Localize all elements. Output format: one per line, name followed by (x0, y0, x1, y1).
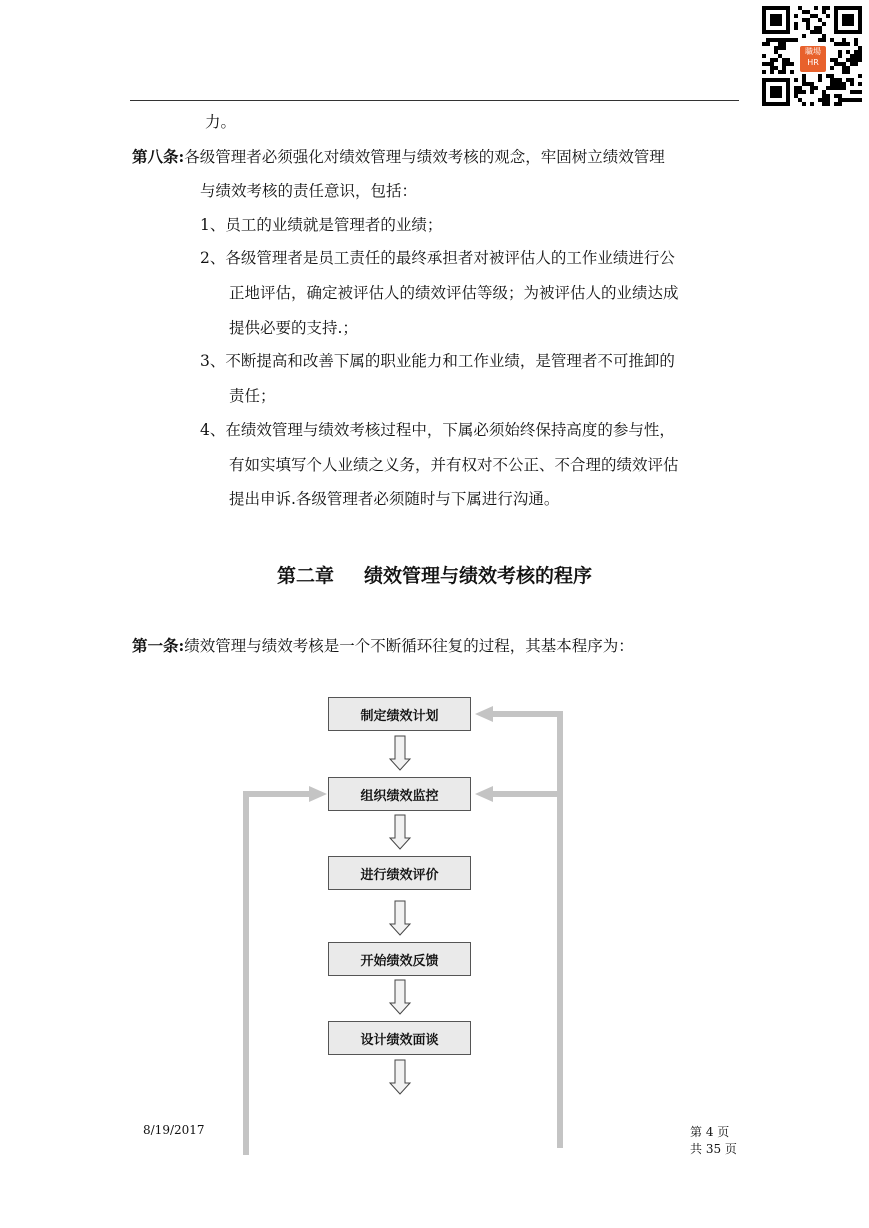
loop-line-right (490, 714, 560, 1148)
down-arrow-icon-4 (390, 980, 410, 1014)
chapter-title: 绩效管理与绩效考核的程序 (364, 565, 593, 587)
flow-step-monitor: 组织绩效监控 (328, 777, 471, 811)
down-arrow-icon-2 (390, 815, 410, 849)
article-1-label: 第一条: (132, 636, 185, 655)
list-item-3-line-2: 责任； (229, 387, 276, 405)
down-arrow-icon-5 (390, 1060, 410, 1094)
list-item-4-line-3: 提出申诉.各级管理者必须随时与下属进行沟通。 (229, 490, 560, 508)
article-8-label: 第八条: (132, 147, 185, 166)
continued-text: 力。 (205, 113, 237, 131)
qr-badge-bottom: HR (807, 58, 819, 67)
loop-arrowhead-mid-right (475, 786, 493, 802)
loop-arrowhead-top-right (475, 706, 493, 722)
footer-page-number: 第 4 页 (690, 1125, 730, 1139)
list-item-3-line-1: 3、不断提高和改善下属的职业能力和工作业绩，是管理者不可推卸的 (200, 352, 675, 370)
list-item-2-line-2: 正地评估，确定被评估人的绩效评估等级；为被评估人的业绩达成 (229, 284, 679, 302)
list-item-2-line-1: 2、各级管理者是员工责任的最终承担者对被评估人的工作业绩进行公 (200, 249, 675, 267)
loop-arrowhead-left (309, 786, 327, 802)
loop-line-left (246, 794, 310, 1155)
footer-page-total: 共 35 页 (690, 1142, 737, 1156)
footer-date: 8/19/2017 (143, 1123, 205, 1137)
flow-step-feedback: 开始绩效反馈 (328, 942, 471, 976)
down-arrow-icon-3 (390, 901, 410, 935)
chapter-number: 第二章 (276, 565, 334, 587)
article-8-line-2: 与绩效考核的责任意识，包括： (200, 182, 418, 200)
list-item-2-line-3: 提供必要的支持.； (229, 319, 358, 337)
list-item-1: 1、员工的业绩就是管理者的业绩； (200, 216, 443, 234)
qr-badge-top: 職場 (805, 47, 821, 56)
article-1-text: 绩效管理与绩效考核是一个不断循环往复的过程，其基本程序为： (184, 637, 634, 655)
article-8-text-1: 各级管理者必须强化对绩效管理与绩效考核的观念，牢固树立绩效管理 (184, 148, 665, 166)
flow-step-plan: 制定绩效计划 (328, 697, 471, 731)
down-arrow-icon-1 (390, 736, 410, 770)
flow-step-interview: 设计绩效面谈 (328, 1021, 471, 1055)
list-item-4-line-1: 4、在绩效管理与绩效考核过程中，下属必须始终保持高度的参与性， (200, 421, 675, 439)
list-item-4-line-2: 有如实填写个人业绩之义务，并有权对不公正、不合理的绩效评估 (229, 456, 679, 474)
flow-step-evaluate: 进行绩效评价 (328, 856, 471, 890)
